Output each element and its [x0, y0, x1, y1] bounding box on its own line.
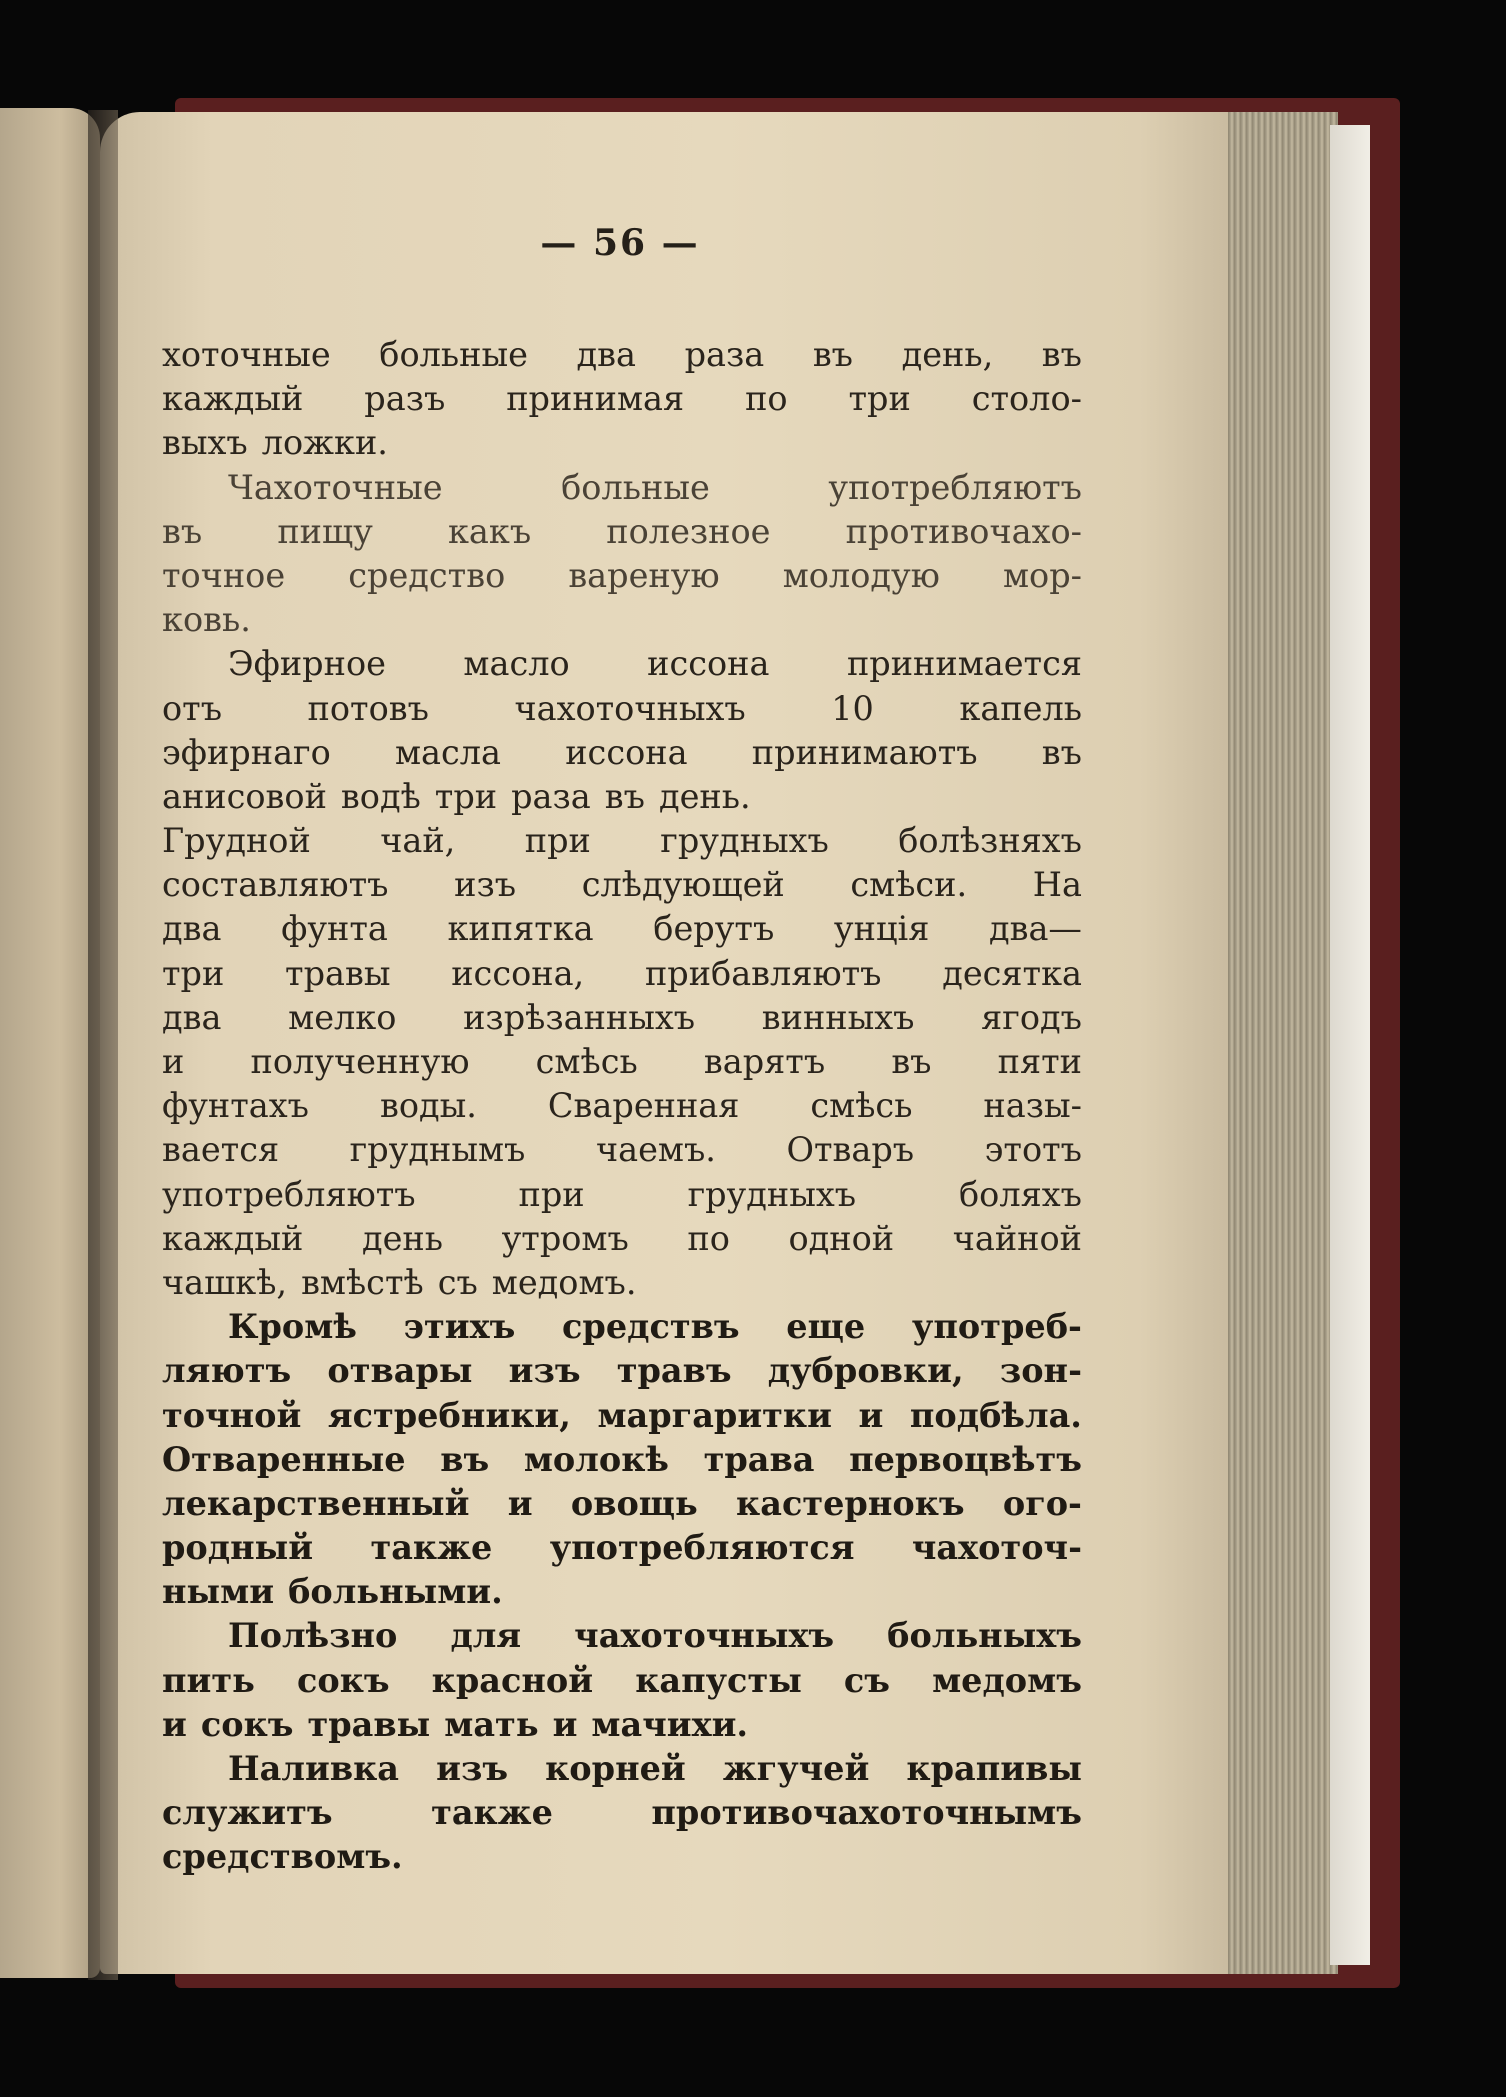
- text-line: лекарственный и овощь кастернокъ ого-: [162, 1483, 1082, 1523]
- text-line: Отваренные въ молокѣ трава первоцвѣтъ: [162, 1439, 1082, 1479]
- text-line: и полученную смѣсь варятъ въ пяти: [162, 1042, 1082, 1081]
- text-line: служитъ также противочахоточнымъ: [162, 1793, 1082, 1833]
- page-number: — 56 —: [540, 222, 700, 264]
- paragraph: [162, 466, 1082, 643]
- text-line: употребляютъ при грудныхъ боляхъ: [162, 1174, 1082, 1214]
- text-line: Кромѣ этихъ средствъ еще употреб-: [228, 1307, 1082, 1347]
- paragraph: [162, 1747, 1082, 1880]
- text-line: фунтахъ воды. Сваренная смѣсь назы-: [162, 1086, 1082, 1126]
- text-line: точное средство вареную молодую мор-: [162, 555, 1082, 595]
- text-line: пить сокъ красной капусты съ медомъ: [162, 1660, 1082, 1700]
- paragraph: [162, 333, 1082, 466]
- text-line: въ пищу какъ полезное противочахо-: [162, 511, 1082, 551]
- paragraph: [162, 642, 1082, 819]
- text-line: средствомъ.: [162, 1837, 403, 1877]
- text-line: три травы иссона, прибавляютъ десятка: [162, 953, 1082, 993]
- text-line: Эфирное масло иссона принимается: [228, 644, 1082, 684]
- text-line: составляютъ изъ слѣдующей смѣси. На: [162, 865, 1082, 905]
- text-line: чашкѣ, вмѣстѣ съ медомъ.: [162, 1262, 637, 1302]
- left-page-edge: [0, 108, 100, 1978]
- page-text: [162, 333, 1082, 1880]
- text-line: ковь.: [162, 600, 251, 640]
- page-block-highlight: [1330, 125, 1370, 1965]
- paragraph: [162, 1614, 1082, 1747]
- text-line: ляютъ отвары изъ травъ дубровки, зон-: [162, 1351, 1082, 1391]
- text-line: точной ястребники, маргаритки и подбѣла.: [162, 1395, 1082, 1435]
- book-gutter: [88, 110, 118, 1980]
- text-line: Полѣзно для чахоточныхъ больныхъ: [228, 1616, 1082, 1656]
- text-line: каждый разъ принимая по три столо-: [162, 379, 1082, 419]
- text-line: родный также употребляются чахоточ-: [162, 1528, 1082, 1568]
- paragraph: [162, 819, 1082, 1305]
- text-line: каждый день утромъ по одной чайной: [162, 1218, 1082, 1258]
- paragraph: [162, 1305, 1082, 1614]
- text-line: выхъ ложки.: [162, 423, 388, 463]
- text-line: вается груднымъ чаемъ. Отваръ этотъ: [162, 1130, 1082, 1170]
- text-line: Наливка изъ корней жгучей крапивы: [228, 1749, 1082, 1788]
- text-line: два мелко изрѣзанныхъ винныхъ ягодъ: [162, 997, 1082, 1037]
- text-line: Чахоточные больные употребляютъ: [228, 467, 1082, 507]
- text-line: ными больными.: [162, 1572, 503, 1612]
- text-line: эфирнаго масла иссона принимаютъ въ: [162, 732, 1082, 772]
- text-line: два фунта кипятка берутъ унція два—: [162, 909, 1082, 949]
- page-block-edge: [1228, 112, 1338, 1974]
- text-line: анисовой водѣ три раза въ день.: [162, 776, 751, 816]
- text-line: и сокъ травы мать и мачихи.: [162, 1704, 749, 1744]
- text-line: хоточные больные два раза въ день, въ: [162, 335, 1082, 374]
- text-line: Грудной чай, при грудныхъ болѣзняхъ: [162, 821, 1082, 861]
- text-line: отъ потовъ чахоточныхъ 10 капель: [162, 688, 1082, 728]
